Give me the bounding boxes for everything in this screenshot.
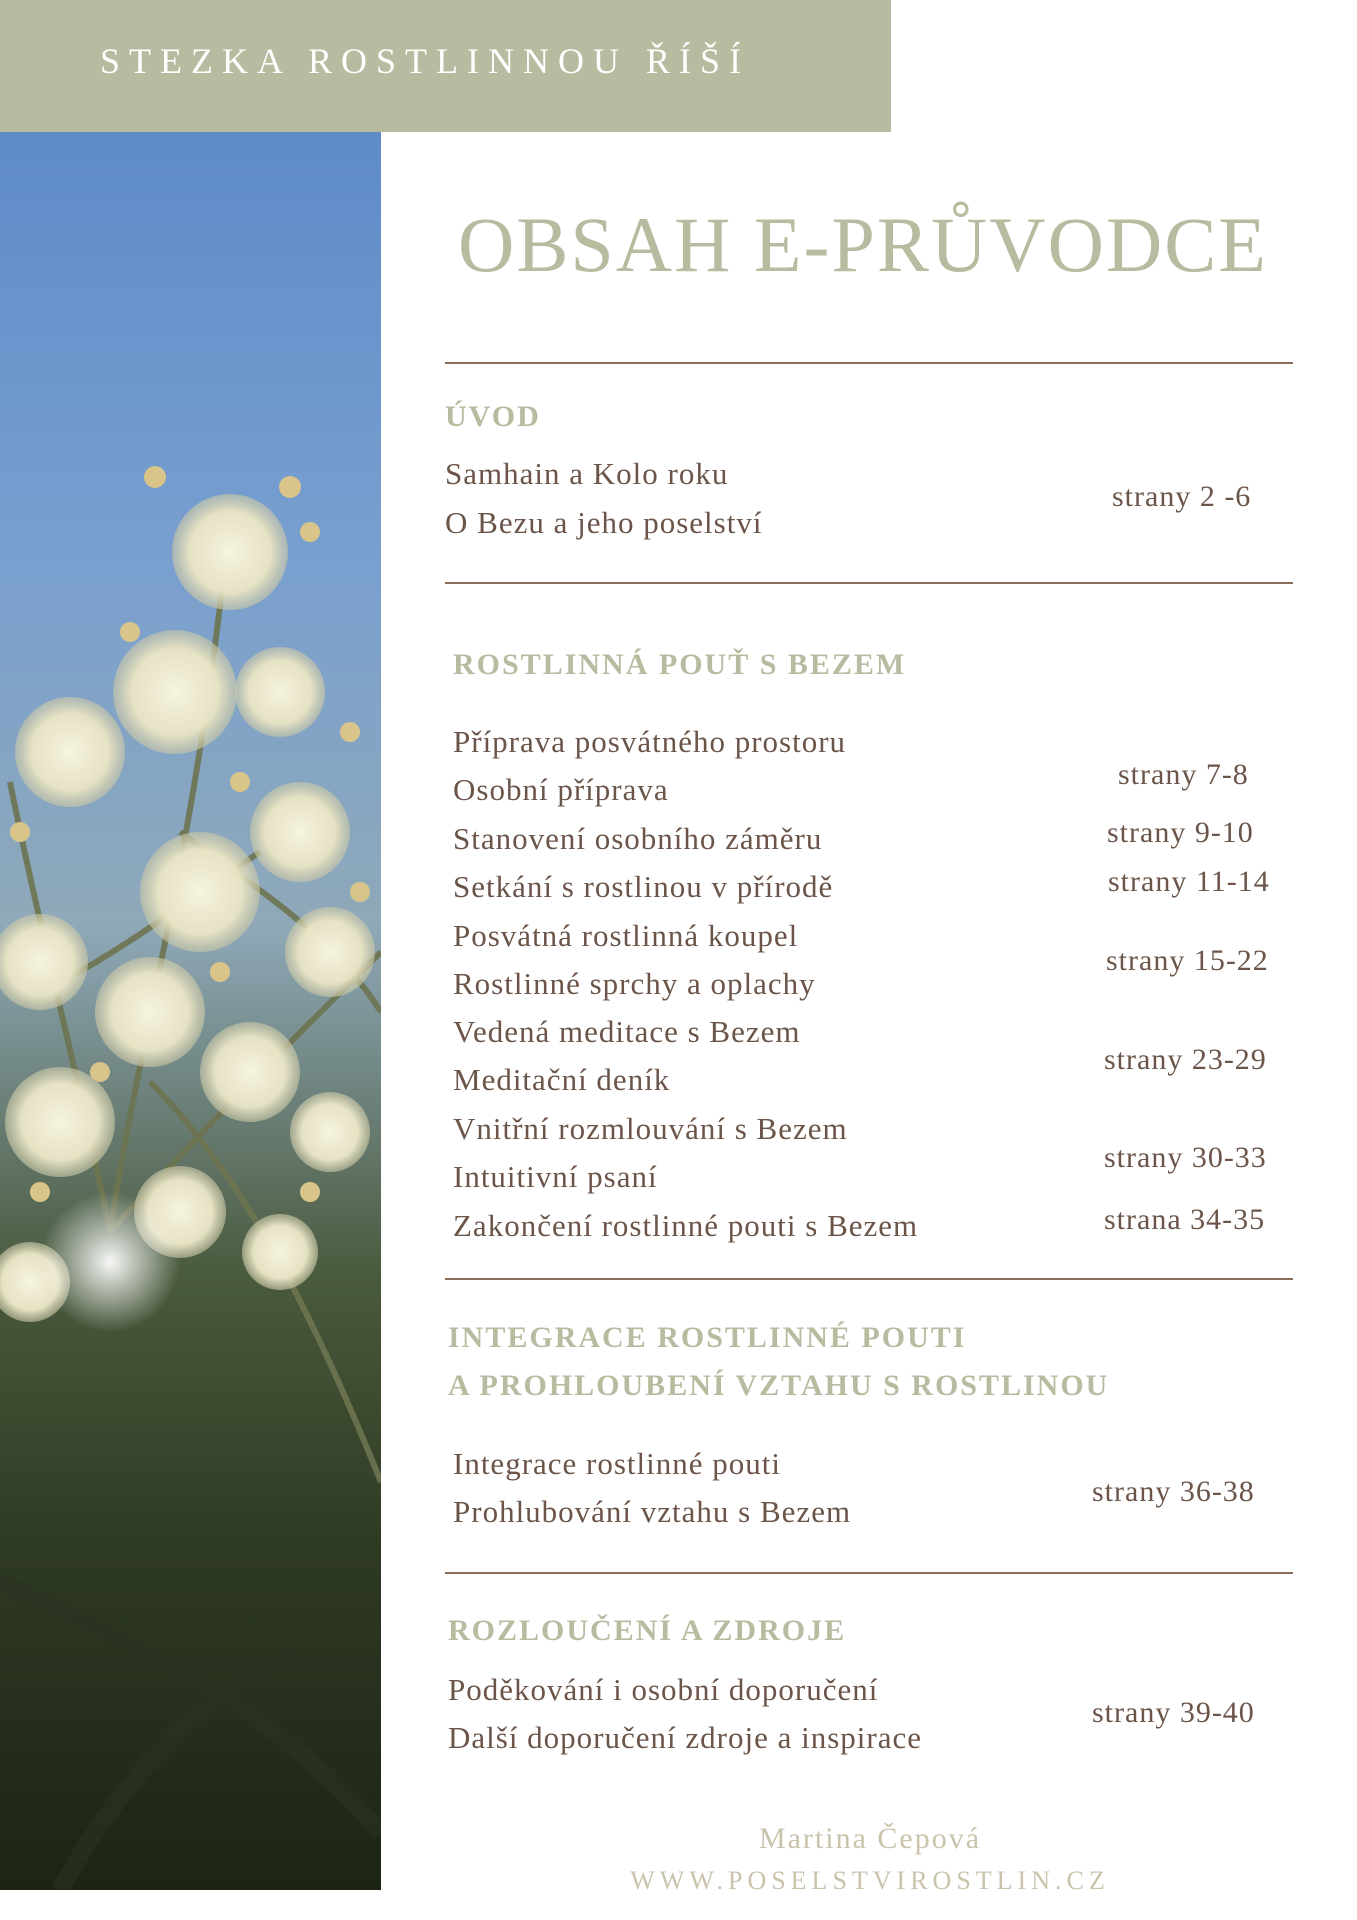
toc-item: Osobní příprava [453,772,669,807]
toc-item: Prohlubování vztahu s Bezem [453,1494,852,1529]
toc-item: Rostlinné sprchy a oplachy [453,966,816,1001]
page-range: strany 2 -6 [1112,480,1252,513]
toc-item: Integrace rostlinné pouti [453,1446,782,1481]
section-heading-zdroje: ROZLOUČENÍ A ZDROJE [448,1614,847,1647]
header-banner [0,0,891,132]
toc-item: Setkání s rostlinou v přírodě [453,869,834,904]
page-range: strany 9-10 [1107,816,1254,849]
page-title: OBSAH E-PRŮVODCE [458,201,1268,288]
toc-item: Meditační deník [453,1062,671,1097]
elderflower-photo [0,132,381,1890]
page-range: strany 30-33 [1104,1141,1267,1174]
page-range: strany 7-8 [1118,758,1249,791]
elderflower-illustration [0,132,381,1890]
divider [445,582,1293,584]
toc-item: Stanovení osobního záměru [453,821,823,856]
page-range: strany 15-22 [1106,944,1269,977]
section-heading-uvod: ÚVOD [445,400,541,433]
footer-website[interactable]: WWW.POSELSTVIROSTLIN.CZ [630,1866,1110,1895]
page-range: strana 34-35 [1104,1203,1266,1236]
toc-item: Příprava posvátného prostoru [453,724,847,759]
page-range: strany 39-40 [1092,1696,1255,1729]
banner-title: STEZKA ROSTLINNOU ŘÍŠÍ [100,41,751,81]
toc-item: Další doporučení zdroje a inspirace [448,1720,922,1755]
toc-item: Zakončení rostlinné pouti s Bezem [453,1208,919,1243]
toc-item: Samhain a Kolo roku [445,456,729,491]
section-heading-integrace-line2: A PROHLOUBENÍ VZTAHU S ROSTLINOU [448,1369,1110,1402]
footer-author: Martina Čepová [758,1822,982,1855]
section-heading-integrace: INTEGRACE ROSTLINNÉ POUTI [448,1321,967,1354]
toc-item: O Bezu a jeho poselství [445,505,763,540]
divider [445,1278,1293,1280]
page-range: strany 23-29 [1104,1043,1267,1076]
section-heading-pout: ROSTLINNÁ POUŤ S BEZEM [453,648,907,681]
toc-item: Vnitřní rozmlouvání s Bezem [453,1111,848,1146]
divider [445,1572,1293,1574]
toc-item: Poděkování i osobní doporučení [448,1672,879,1707]
page-range: strany 36-38 [1092,1475,1255,1508]
toc-item: Intuitivní psaní [453,1159,658,1194]
toc-item: Posvátná rostlinná koupel [453,918,799,953]
toc-item: Vedená meditace s Bezem [453,1014,801,1049]
page-range: strany 11-14 [1108,865,1270,898]
divider [445,362,1293,364]
